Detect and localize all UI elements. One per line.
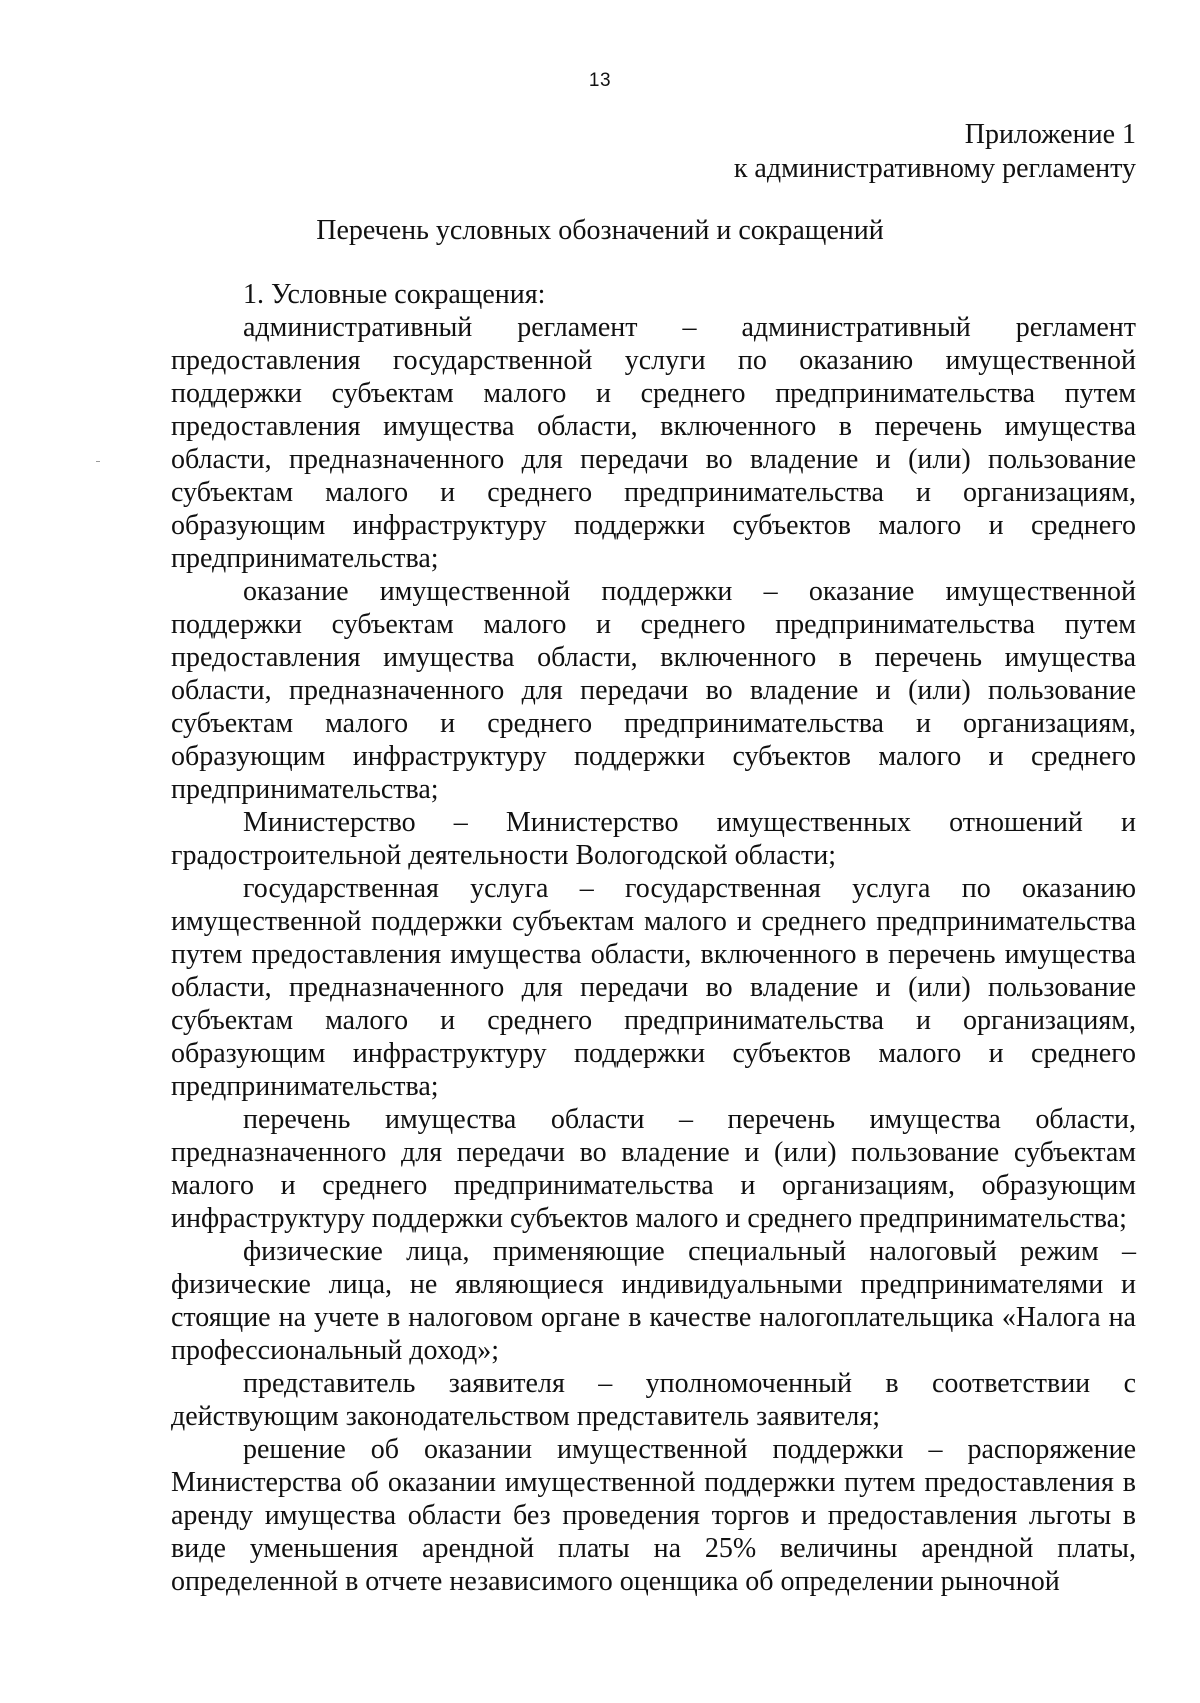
appendix-reference: к административному регламенту: [733, 153, 1136, 184]
section-heading: 1. Условные сокращения:: [243, 279, 546, 310]
definition-paragraph: оказание имущественной поддержки – оказание имущественной поддержки субъектам малого и среднего предпринимательства путем предоставления имущества области, включенного в перечень имущества области, предназначенного для передачи во владение и (или) пользование субъектам малого и среднего предпринимательства и организациям, образующим инфраструктуру поддержки субъектов малого и среднего предпринимательства;: [171, 576, 1136, 805]
appendix-label: Приложение 1: [964, 119, 1136, 150]
scan-mark: [96, 461, 100, 462]
definition-paragraph: решение об оказании имущественной поддержки – распоряжение Министерства об оказании имущественной поддержки путем предоставления в аренду имущества области без проведения торгов и предоставления льготы в виде уменьшения арендной платы на 25% величины арендной платы, определенной в отчете независимого оценщика об определении рыночной: [171, 1434, 1136, 1597]
definition-paragraph: физические лица, применяющие специальный налоговый режим – физические лица, не являющиеся индивидуальными предпринимателями и стоящие на учете в налоговом органе в качестве налогоплательщика «Налога на профессиональный доход»;: [171, 1236, 1136, 1366]
document-body: [171, 278, 1136, 1598]
definition-paragraph: государственная услуга – государственная услуга по оказанию имущественной поддержки субъектам малого и среднего предпринимательства путем предоставления имущества области, включенного в перечень имущества области, предназначенного для передачи во владение и (или) пользование субъектам малого и среднего предпринимательства и организациям, образующим инфраструктуру поддержки субъектов малого и среднего предпринимательства;: [171, 873, 1136, 1102]
document-title: Перечень условных обозначений и сокращений: [316, 215, 884, 246]
definition-paragraph: представитель заявителя – уполномоченный в соответствии с действующим законодательством представитель заявителя;: [171, 1368, 1136, 1432]
definition-paragraph: Министерство – Министерство имущественных отношений и градостроительной деятельности Вологодской области;: [171, 807, 1136, 871]
definition-paragraph: административный регламент – административный регламент предоставления государственной услуги по оказанию имущественной поддержки субъектам малого и среднего предпринимательства путем предоставления имущества области, включенного в перечень имущества области, предназначенного для передачи во владение и (или) пользование субъектам малого и среднего предпринимательства и организациям, образующим инфраструктуру поддержки субъектов малого и среднего предпринимательства;: [171, 312, 1136, 574]
appendix-header: [734, 118, 1136, 186]
definition-paragraph: перечень имущества области – перечень имущества области, предназначенного для передачи во владение и (или) пользование субъектам малого и среднего предпринимательства и организациям, образующим инфраструктуру поддержки субъектов малого и среднего предпринимательства;: [171, 1104, 1136, 1234]
page-number: 13: [588, 70, 612, 91]
